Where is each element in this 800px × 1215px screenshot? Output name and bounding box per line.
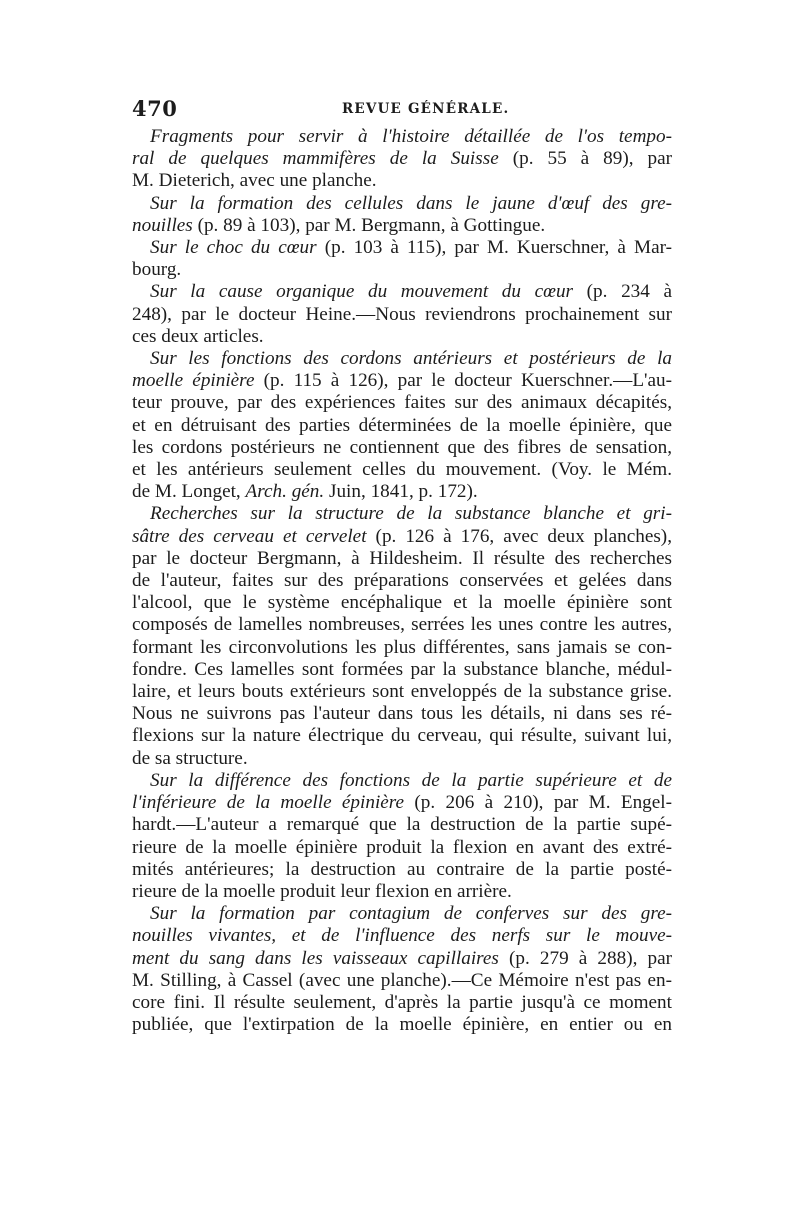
text-segment: hardt.—L'auteur a remarqué que la destruction de la partie supé-	[132, 814, 672, 836]
text-segment: ces deux articles.	[132, 325, 264, 347]
text-line	[132, 215, 672, 237]
text-line	[132, 925, 672, 947]
text-segment: laire, et leurs bouts extérieurs sont enveloppés de la substance grise.	[132, 681, 672, 703]
italic-title-segment: moelle épinière	[132, 370, 255, 392]
italic-title-segment: nouilles vivantes, et de l'influence des nerfs sur le mouve-	[132, 925, 672, 947]
text-segment: (p. 279 à 288), par	[498, 947, 672, 969]
italic-title-segment: Fragments pour servir à l'histoire détaillée de l'os tempo-	[150, 126, 672, 147]
italic-title-segment: ment du sang dans les vaisseaux capillaires	[132, 947, 499, 969]
text-line	[132, 681, 672, 703]
text-segment: (p. 234 à	[573, 281, 673, 303]
italic-title-segment: l'inférieure de la moelle épinière	[132, 792, 405, 814]
text-segment: les cordons postérieurs ne contiennent que des fibres de sensation,	[132, 436, 672, 458]
text-segment: M. Dieterich, avec une planche.	[132, 170, 377, 192]
running-title: REVUE GÉNÉRALE.	[342, 101, 510, 117]
text-segment: 248), par le docteur Heine.—Nous reviendrons prochainement sur	[132, 303, 672, 325]
text-segment: (p. 55 à 89), par	[498, 148, 673, 170]
text-line	[132, 526, 672, 548]
text-segment: fondre. Ces lamelles sont formées par la substance blanche, médul-	[132, 658, 672, 680]
running-header	[132, 96, 672, 122]
text-segment: composés de lamelles nombreuses, serrées les unes contre les autres,	[132, 614, 672, 636]
text-line	[132, 948, 672, 970]
page-number: 470	[132, 96, 178, 121]
text-segment: (p. 115 à 126), par le docteur Kuerschner.—L'au-	[254, 370, 672, 392]
italic-title-segment: nouilles	[132, 214, 193, 236]
text-line	[132, 304, 672, 326]
italic-title-segment: Sur la formation des cellules dans le jaune d'œuf des gre-	[150, 192, 672, 214]
italic-title-segment: Sur les fonctions des cordons antérieurs et postérieurs de la	[150, 348, 672, 370]
italic-title-segment: Sur le choc du cœur	[150, 237, 317, 259]
text-line	[132, 370, 672, 392]
text-line	[132, 1014, 672, 1036]
text-segment: rieure de la moelle épinière produit la flexion en avant des extré-	[132, 836, 672, 858]
text-segment: (p. 126 à 176, avec deux planches),	[366, 525, 672, 547]
text-line	[132, 548, 672, 570]
text-segment: l'alcool, que le système encéphalique et la moelle épinière sont	[132, 592, 672, 614]
text-line	[132, 281, 672, 303]
text-line	[132, 481, 672, 503]
text-line	[132, 348, 672, 370]
text-segment: formant les circonvolutions les plus différentes, sans jamais se con-	[132, 636, 672, 658]
italic-title-segment: Sur la formation par contagium de conferves sur des gre-	[150, 903, 672, 925]
text-line	[132, 326, 672, 348]
italic-title-segment: Arch. gén.	[245, 481, 325, 503]
text-segment: publiée, que l'extirpation de la moelle épinière, en entier ou en	[132, 1014, 672, 1036]
text-segment: core fini. Il résulte seulement, d'après la partie jusqu'à ce moment	[132, 991, 672, 1013]
text-line	[132, 437, 672, 459]
text-segment: de M. Longet,	[132, 481, 246, 503]
text-line	[132, 237, 672, 259]
text-line	[132, 659, 672, 681]
italic-title-segment: ral de quelques mammifères de la Suisse	[132, 148, 499, 170]
text-line	[132, 725, 672, 747]
italic-title-segment: Sur la cause organique du mouvement du cœur	[150, 281, 574, 303]
text-line	[132, 903, 672, 925]
text-line	[132, 170, 672, 192]
text-segment: et les antérieurs seulement celles du mouvement. (Voy. le Mém.	[132, 459, 672, 481]
italic-title-segment: sâtre des cerveau et cervelet	[132, 525, 367, 547]
text-line	[132, 970, 672, 992]
text-line	[132, 193, 672, 215]
text-segment: rieure de la moelle produit leur flexion en arrière.	[132, 880, 512, 902]
text-segment: bourg.	[132, 259, 182, 281]
text-line	[132, 503, 672, 525]
text-line	[132, 859, 672, 881]
text-line	[132, 881, 672, 903]
text-line	[132, 637, 672, 659]
text-segment: (p. 103 à 115), par M. Kuerschner, à Mar-	[316, 237, 673, 259]
text-line	[132, 992, 672, 1014]
text-segment: et en détruisant des parties déterminées de la moelle épinière, que	[132, 414, 672, 436]
text-line	[132, 748, 672, 770]
text-segment: teur prouve, par des expériences faites sur des animaux décapités,	[132, 392, 672, 414]
text-line	[132, 259, 672, 281]
text-line	[132, 392, 672, 414]
text-line	[132, 592, 672, 614]
text-line	[132, 459, 672, 481]
text-segment: mités antérieures; la destruction au contraire de la partie posté-	[132, 858, 672, 880]
italic-title-segment: Sur la différence des fonctions de la partie supérieure et de	[150, 769, 672, 791]
article-body	[132, 126, 672, 1036]
text-line	[132, 792, 672, 814]
text-line	[132, 126, 672, 148]
text-line	[132, 770, 672, 792]
text-segment: de l'auteur, faites sur des préparations conservées et gelées dans	[132, 570, 672, 592]
text-segment: M. Stilling, à Cassel (avec une planche).—Ce Mémoire n'est pas en-	[132, 969, 672, 991]
text-line	[132, 614, 672, 636]
italic-title-segment: Recherches sur la structure de la substance blanche et gri-	[150, 503, 672, 525]
text-segment: de sa structure.	[132, 747, 248, 769]
text-line	[132, 570, 672, 592]
text-segment: Nous ne suivrons pas l'auteur dans tous les détails, ni dans ses ré-	[132, 703, 672, 725]
text-line	[132, 415, 672, 437]
text-segment: flexions sur la nature électrique du cerveau, qui résulte, suivant lui,	[132, 725, 672, 747]
text-line	[132, 148, 672, 170]
text-line	[132, 703, 672, 725]
text-segment: Juin, 1841, p. 172).	[324, 481, 478, 503]
text-segment: (p. 206 à 210), par M. Engel-	[404, 792, 672, 814]
text-segment: par le docteur Bergmann, à Hildesheim. Il résulte des recherches	[132, 547, 672, 569]
text-line	[132, 837, 672, 859]
text-line	[132, 814, 672, 836]
text-segment: (p. 89 à 103), par M. Bergmann, à Gottingue.	[192, 214, 546, 236]
